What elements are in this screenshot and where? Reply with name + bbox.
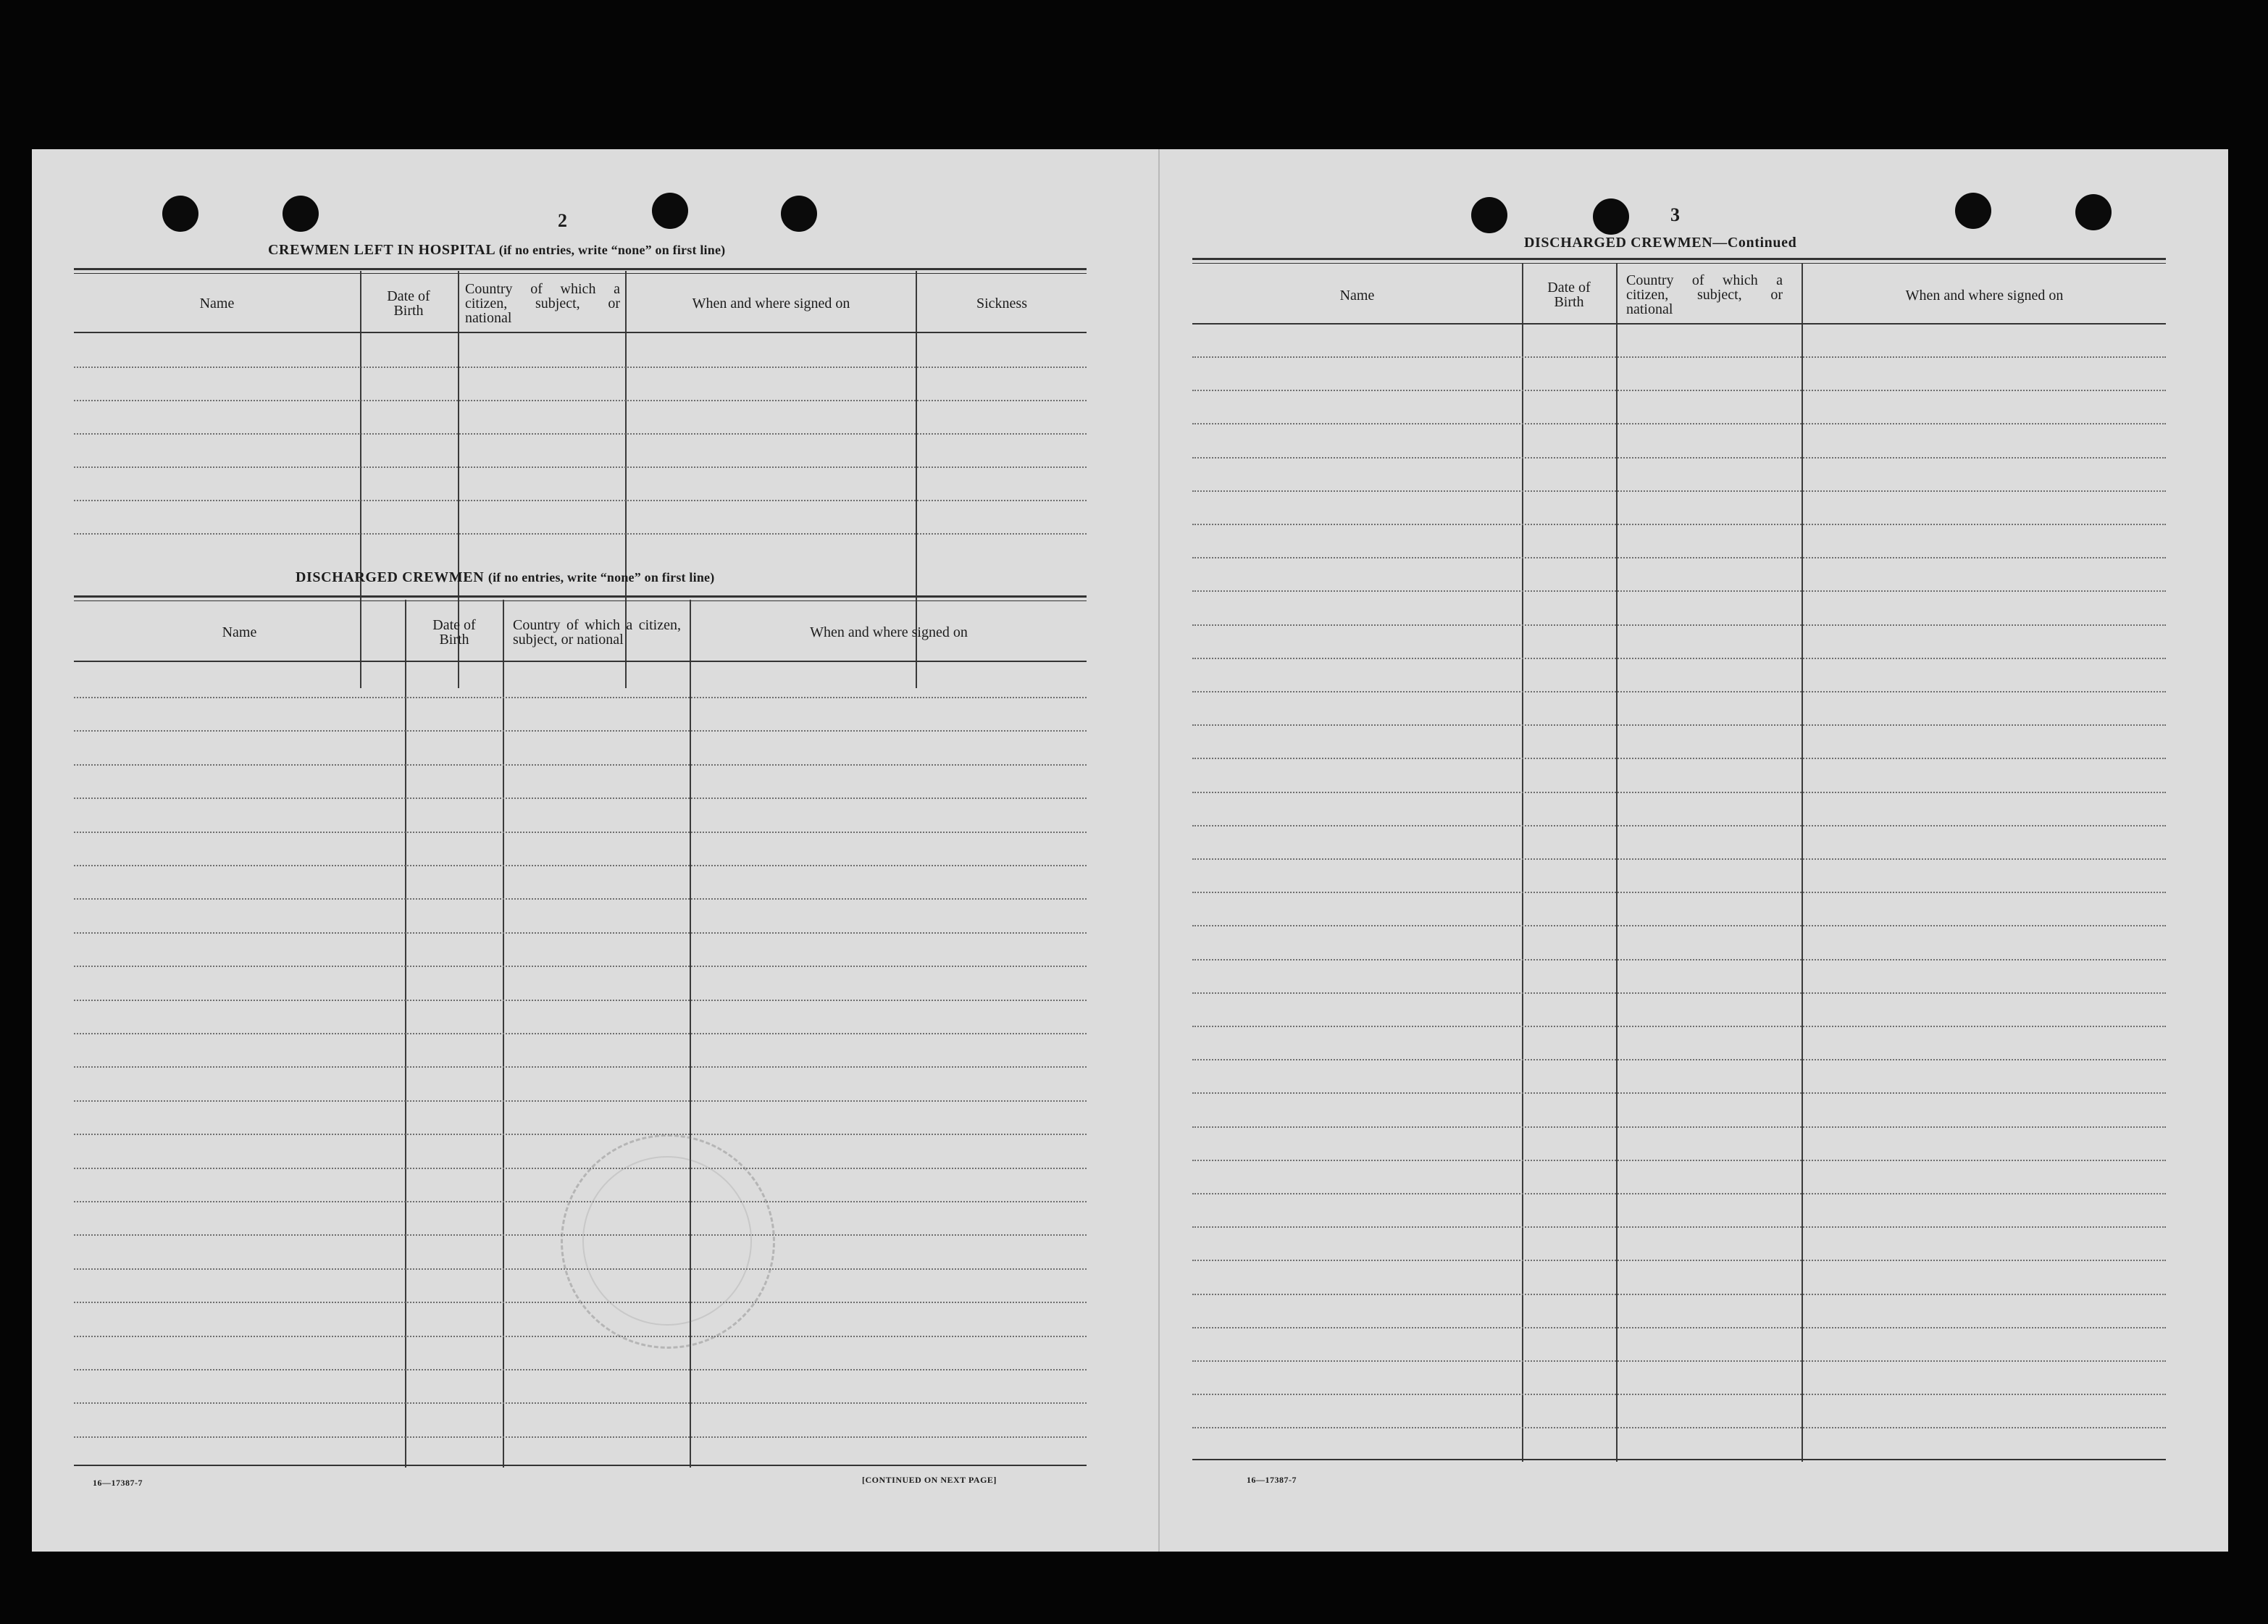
entry-line: [1192, 1427, 2166, 1428]
entry-line: [1192, 724, 2166, 726]
header-underline: [74, 661, 1087, 662]
entry-line: [74, 730, 1087, 732]
document-sheet: [32, 149, 2228, 1552]
entry-line: [1192, 457, 2166, 459]
column-header-country: Country of which a citizen, subject, or national: [1626, 272, 1783, 317]
punch-hole: [283, 196, 319, 232]
entry-line: [1192, 658, 2166, 659]
hospital-instruction: (if no entries, write “none” on first line): [498, 243, 726, 257]
entry-line: [1192, 925, 2166, 926]
column-header-date-of-birth: Date of Birth: [432, 617, 476, 648]
entry-line: [1192, 1193, 2166, 1194]
column-header-signed-on: When and where signed on: [810, 624, 968, 640]
entry-line: [1192, 423, 2166, 424]
entry-line: [1192, 1294, 2166, 1295]
column-header-name: Name: [222, 624, 257, 640]
table-bottom-rule: [74, 1465, 1087, 1466]
entry-line: [1192, 758, 2166, 759]
table-top-rule: [74, 595, 1087, 598]
entry-line: [74, 1436, 1087, 1438]
entry-line: [1192, 1360, 2166, 1362]
entry-line: [1192, 1160, 2166, 1161]
header-underline: [1192, 323, 2166, 325]
column-header-country: Country of which a citizen, subject, or national: [465, 281, 620, 326]
entry-line: [1192, 390, 2166, 391]
entry-line: [74, 533, 1087, 535]
punch-hole: [1593, 198, 1629, 235]
page-number: 2: [558, 210, 567, 231]
punch-hole: [2075, 194, 2112, 230]
column-divider: [1802, 264, 1803, 1462]
header-underline: [74, 332, 1087, 333]
table-top-rule: [74, 268, 1087, 270]
entry-line: [1192, 356, 2166, 358]
discharged-instruction: (if no entries, write “none” on first line): [488, 570, 715, 585]
entry-line: [74, 966, 1087, 967]
form-number: 16—17387-7: [1247, 1475, 1297, 1485]
form-number: 16—17387-7: [93, 1478, 143, 1488]
entry-line: [74, 898, 1087, 900]
entry-line: [1192, 624, 2166, 626]
entry-line: [74, 1336, 1087, 1337]
continued-note: [CONTINUED ON NEXT PAGE]: [862, 1475, 997, 1485]
entry-line: [1192, 1327, 2166, 1328]
column-header-signed-on: When and where signed on: [1905, 288, 2064, 304]
entry-line: [1192, 524, 2166, 525]
entry-line: [74, 433, 1087, 435]
entry-line: [1192, 959, 2166, 960]
entry-line: [74, 865, 1087, 866]
column-header-name: Name: [199, 296, 235, 311]
entry-line: [1192, 590, 2166, 592]
hospital-title-text: CREWMEN LEFT IN HOSPITAL: [268, 242, 495, 258]
entry-line: [74, 1134, 1087, 1135]
column-header-date-of-birth: Date of Birth: [1547, 280, 1591, 310]
entry-line: [74, 1100, 1087, 1102]
entry-line: [74, 1369, 1087, 1370]
table-top-rule: [1192, 258, 2166, 260]
table-top-rule: [1192, 263, 2166, 264]
punch-hole: [162, 196, 198, 232]
right-page: [1160, 149, 2228, 1552]
punch-hole: [1955, 193, 1991, 229]
entry-line: [1192, 490, 2166, 492]
column-divider: [1616, 264, 1618, 1462]
entry-line: [1192, 1092, 2166, 1094]
entry-line: [1192, 1394, 2166, 1395]
entry-line: [1192, 825, 2166, 826]
punch-hole: [652, 193, 688, 229]
entry-line: [1192, 892, 2166, 893]
entry-line: [74, 466, 1087, 468]
entry-line: [74, 1000, 1087, 1001]
discharged-section-title: [296, 569, 714, 586]
entry-line: [74, 400, 1087, 401]
hospital-section-title: [268, 242, 725, 259]
entry-line: [1192, 1126, 2166, 1128]
entry-line: [1192, 792, 2166, 793]
entry-line: [74, 932, 1087, 934]
entry-line: [74, 832, 1087, 833]
column-header-date-of-birth: Date of Birth: [387, 288, 430, 319]
entry-line: [74, 764, 1087, 766]
entry-line: [74, 1168, 1087, 1169]
discharged-continued-title: DISCHARGED CREWMEN—Continued: [1524, 235, 1797, 251]
entry-line: [74, 798, 1087, 799]
page-number: 3: [1670, 204, 1680, 225]
punch-hole: [1471, 197, 1507, 233]
entry-line: [74, 697, 1087, 698]
entry-line: [74, 1033, 1087, 1034]
column-divider: [1522, 264, 1523, 1462]
column-header-sickness: Sickness: [976, 296, 1027, 311]
entry-line: [1192, 691, 2166, 692]
entry-line: [1192, 1026, 2166, 1027]
entry-line: [1192, 1226, 2166, 1228]
discharged-title-text: DISCHARGED CREWMEN: [296, 569, 485, 585]
entry-line: [1192, 992, 2166, 994]
entry-line: [1192, 1260, 2166, 1261]
entry-line: [1192, 858, 2166, 860]
column-header-signed-on: When and where signed on: [692, 296, 850, 311]
left-page: [32, 149, 1158, 1552]
table-bottom-rule: [1192, 1459, 2166, 1460]
entry-line: [74, 1066, 1087, 1068]
faint-stamp-impression: [582, 1156, 752, 1326]
punch-hole: [781, 196, 817, 232]
entry-line: [74, 367, 1087, 368]
entry-line: [1192, 1059, 2166, 1060]
column-header-country: Country of which a citizen, subject, or national: [513, 617, 681, 648]
entry-line: [74, 500, 1087, 501]
entry-line: [1192, 557, 2166, 558]
column-header-name: Name: [1339, 288, 1375, 304]
entry-line: [74, 1402, 1087, 1404]
